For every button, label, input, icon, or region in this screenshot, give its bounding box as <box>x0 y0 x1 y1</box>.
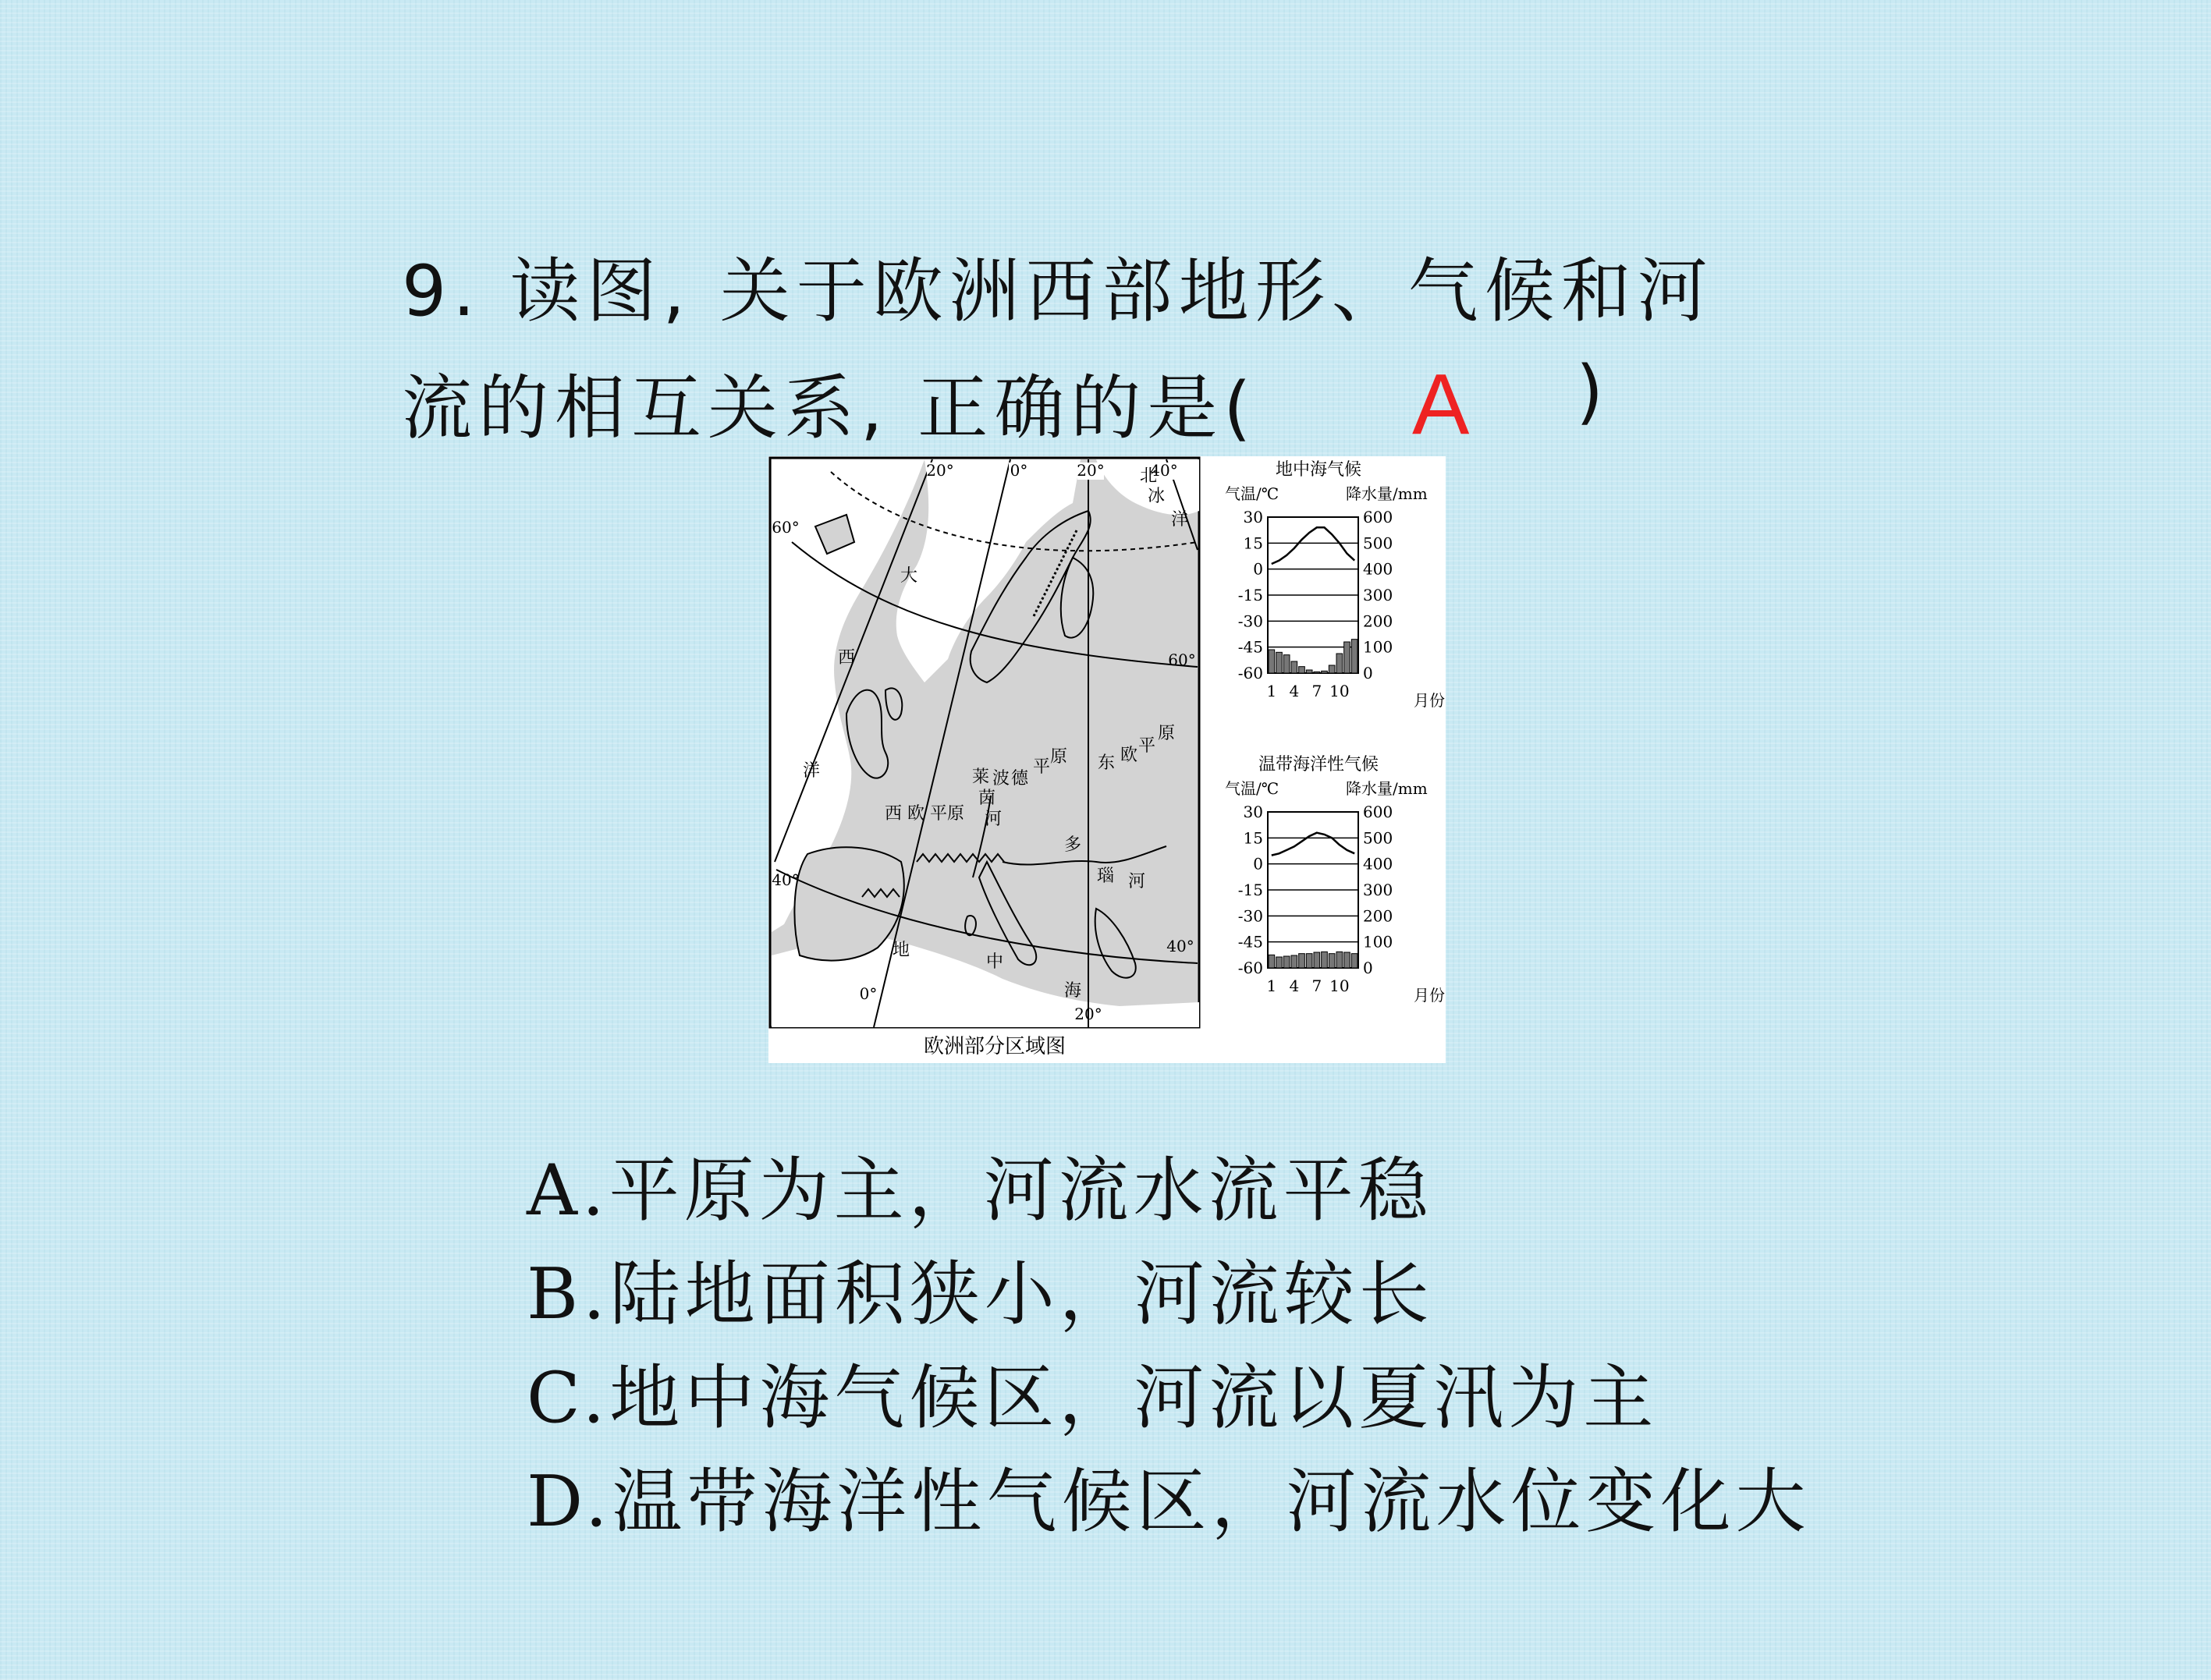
climate-chart-precip-tick: 600 <box>1363 803 1393 821</box>
option-d[interactable]: D.温带海洋性气候区，河流水位变化大 <box>527 1461 1811 1543</box>
climate-chart-precip-bar <box>1322 952 1328 968</box>
climate-chart-temp-line <box>1272 833 1354 856</box>
climate-chart-precip-tick: 500 <box>1363 828 1393 848</box>
map-lat-40-left: 40° <box>772 870 800 889</box>
climate-chart-precip-bar <box>1329 665 1335 673</box>
climate-chart-precip-bar <box>1314 952 1320 968</box>
map-ou: 欧 <box>1120 746 1138 765</box>
question-line-2: 流的相互关系, 正确的是( <box>402 367 1258 449</box>
climate-chart-month-tick: 4 <box>1289 682 1300 700</box>
europe-figure <box>768 456 1446 1063</box>
map-xiou-plain: 西 欧 平原 <box>885 804 964 824</box>
map-nao: 瑙 <box>1096 867 1115 886</box>
climate-chart-temp-tick: -60 <box>1237 664 1263 682</box>
climate-chart-precip-bar <box>1336 952 1343 968</box>
climate-chart-precip-tick: 500 <box>1363 533 1393 553</box>
climate-chart-precip-tick: 300 <box>1363 881 1393 899</box>
climate-chart-precip-bar <box>1299 954 1305 968</box>
map-east: 东 <box>1097 753 1116 773</box>
climate-chart-left-unit: 气温/℃ <box>1225 779 1279 798</box>
climate-chart-temp-tick: -30 <box>1237 906 1263 926</box>
climate-chart-mediterranean <box>1225 460 1445 710</box>
map-yin: 茵 <box>978 789 996 808</box>
climate-chart-temp-tick: 0 <box>1253 854 1263 874</box>
climate-chart-temp-line <box>1272 527 1354 564</box>
climate-chart-month-tick: 10 <box>1329 976 1350 995</box>
climate-chart-precip-tick: 300 <box>1363 586 1393 604</box>
climate-chart-x-unit: 月份 <box>1414 691 1445 710</box>
climate-chart-month-tick: 4 <box>1289 976 1300 995</box>
climate-chart-month-tick: 1 <box>1266 976 1277 995</box>
climate-chart-temp-tick: -45 <box>1237 637 1263 657</box>
climate-chart-temp-tick: -30 <box>1237 611 1263 631</box>
climate-chart-precip-tick: 400 <box>1363 854 1393 874</box>
map-lai: 莱 <box>971 767 990 787</box>
map-lon-20w: 20° <box>926 461 954 480</box>
answer-mark: A <box>1412 356 1470 452</box>
climate-chart-left-unit: 气温/℃ <box>1225 484 1279 503</box>
climate-chart-month-tick: 7 <box>1311 976 1322 995</box>
climate-chart-precip-bar <box>1269 650 1275 673</box>
climate-chart-temp-tick: 0 <box>1253 559 1263 579</box>
climate-chart-precip-tick: 600 <box>1363 508 1393 526</box>
climate-chart-month-tick: 1 <box>1266 682 1277 700</box>
option-b[interactable]: B.陆地面积狭小，河流较长 <box>527 1253 1434 1335</box>
question-line-1: 9. 读图, 关于欧洲西部地形、气候和河 <box>402 250 1714 332</box>
map-bei: 北 <box>1139 466 1158 486</box>
map-yuan2: 原 <box>1157 724 1176 743</box>
map-yang: 洋 <box>802 761 821 781</box>
map-de: 德 <box>1010 769 1029 789</box>
map-lat-60-right: 60° <box>1168 650 1196 669</box>
climate-chart-precip-bar <box>1306 954 1312 968</box>
map-lat-60-left: 60° <box>772 518 800 537</box>
climate-chart-oceanic <box>1225 755 1445 1005</box>
climate-chart-precip-tick: 0 <box>1363 959 1373 977</box>
climate-chart-precip-bar <box>1322 671 1328 673</box>
climate-chart-temp-tick: 30 <box>1243 803 1263 821</box>
map-he1: 河 <box>984 810 1003 829</box>
option-a[interactable]: A.平原为主，河流水流平稳 <box>527 1150 1433 1232</box>
map-lat-40-right: 40° <box>1166 937 1194 955</box>
map-caption: 欧洲部分区域图 <box>923 1035 1066 1058</box>
climate-chart-precip-bar <box>1344 952 1350 968</box>
map-he2: 河 <box>1127 872 1146 891</box>
map-lon-20e: 20° <box>1077 461 1105 480</box>
map-yuan1: 原 <box>1049 747 1068 767</box>
answer-options <box>527 1139 1811 1554</box>
climate-chart-precip-tick: 200 <box>1363 611 1393 631</box>
map-hai: 海 <box>1063 981 1082 1001</box>
map-duo: 多 <box>1063 835 1082 855</box>
climate-chart-precip-bar <box>1336 654 1343 673</box>
climate-chart-precip-bar <box>1344 642 1350 673</box>
climate-chart-precip-bar <box>1291 955 1297 968</box>
climate-chart-temp-tick: -15 <box>1237 881 1263 899</box>
map-lon-0-bottom: 0° <box>859 984 878 1003</box>
climate-chart-right-unit: 降水量/mm <box>1346 779 1428 798</box>
climate-chart-month-tick: 7 <box>1311 682 1322 700</box>
climate-chart-precip-bar <box>1283 655 1290 673</box>
climate-chart-temp-tick: -15 <box>1237 586 1263 604</box>
climate-chart-precip-bar <box>1306 670 1312 673</box>
climate-chart-precip-tick: 400 <box>1363 559 1393 579</box>
climate-chart-precip-bar <box>1351 954 1357 968</box>
europe-map <box>770 458 1199 1058</box>
climate-chart-precip-bar <box>1314 672 1320 673</box>
map-bo: 波 <box>992 769 1010 789</box>
climate-chart-month-tick: 10 <box>1329 682 1350 700</box>
climate-chart-right-unit: 降水量/mm <box>1346 484 1428 503</box>
climate-chart-precip-bar <box>1299 667 1305 673</box>
map-zhong: 中 <box>985 952 1004 972</box>
option-c[interactable]: C.地中海气候区，河流以夏汛为主 <box>527 1357 1659 1439</box>
climate-chart-precip-bar <box>1291 661 1297 673</box>
map-bing: 冰 <box>1147 487 1166 506</box>
climate-chart-precip-bar <box>1329 954 1335 968</box>
climate-chart-precip-tick: 100 <box>1363 932 1393 952</box>
climate-chart-precip-tick: 100 <box>1363 637 1393 657</box>
climate-chart-precip-bar <box>1351 640 1357 673</box>
map-xi: 西 <box>837 648 856 668</box>
climate-chart-precip-bar <box>1276 652 1283 673</box>
map-da: 大 <box>900 566 918 586</box>
climate-chart-precip-tick: 0 <box>1363 664 1373 682</box>
climate-chart-temp-tick: 30 <box>1243 508 1263 526</box>
map-lon-0: 0° <box>1010 461 1028 480</box>
climate-chart-temp-tick: -45 <box>1237 932 1263 952</box>
climate-chart-precip-bar <box>1269 955 1275 968</box>
climate-chart-precip-tick: 200 <box>1363 906 1393 926</box>
climate-chart-title: 地中海气候 <box>1275 460 1362 480</box>
climate-chart-temp-tick: -60 <box>1237 959 1263 977</box>
map-ping2: 平 <box>1137 736 1156 756</box>
climate-chart-title: 温带海洋性气候 <box>1258 755 1379 774</box>
map-yang-n: 洋 <box>1170 510 1189 530</box>
climate-chart-precip-bar <box>1283 956 1290 968</box>
climate-chart-temp-tick: 15 <box>1243 828 1263 848</box>
climate-chart-x-unit: 月份 <box>1414 986 1445 1005</box>
map-lon-40e: 40° <box>1150 461 1178 480</box>
map-di: 地 <box>892 941 910 960</box>
climate-chart-temp-tick: 15 <box>1243 533 1263 553</box>
map-lon-20-bottom: 20° <box>1074 1005 1102 1023</box>
map-ping1: 平 <box>1032 757 1051 777</box>
close-paren: ) <box>1576 351 1604 433</box>
climate-chart-precip-bar <box>1276 957 1283 968</box>
